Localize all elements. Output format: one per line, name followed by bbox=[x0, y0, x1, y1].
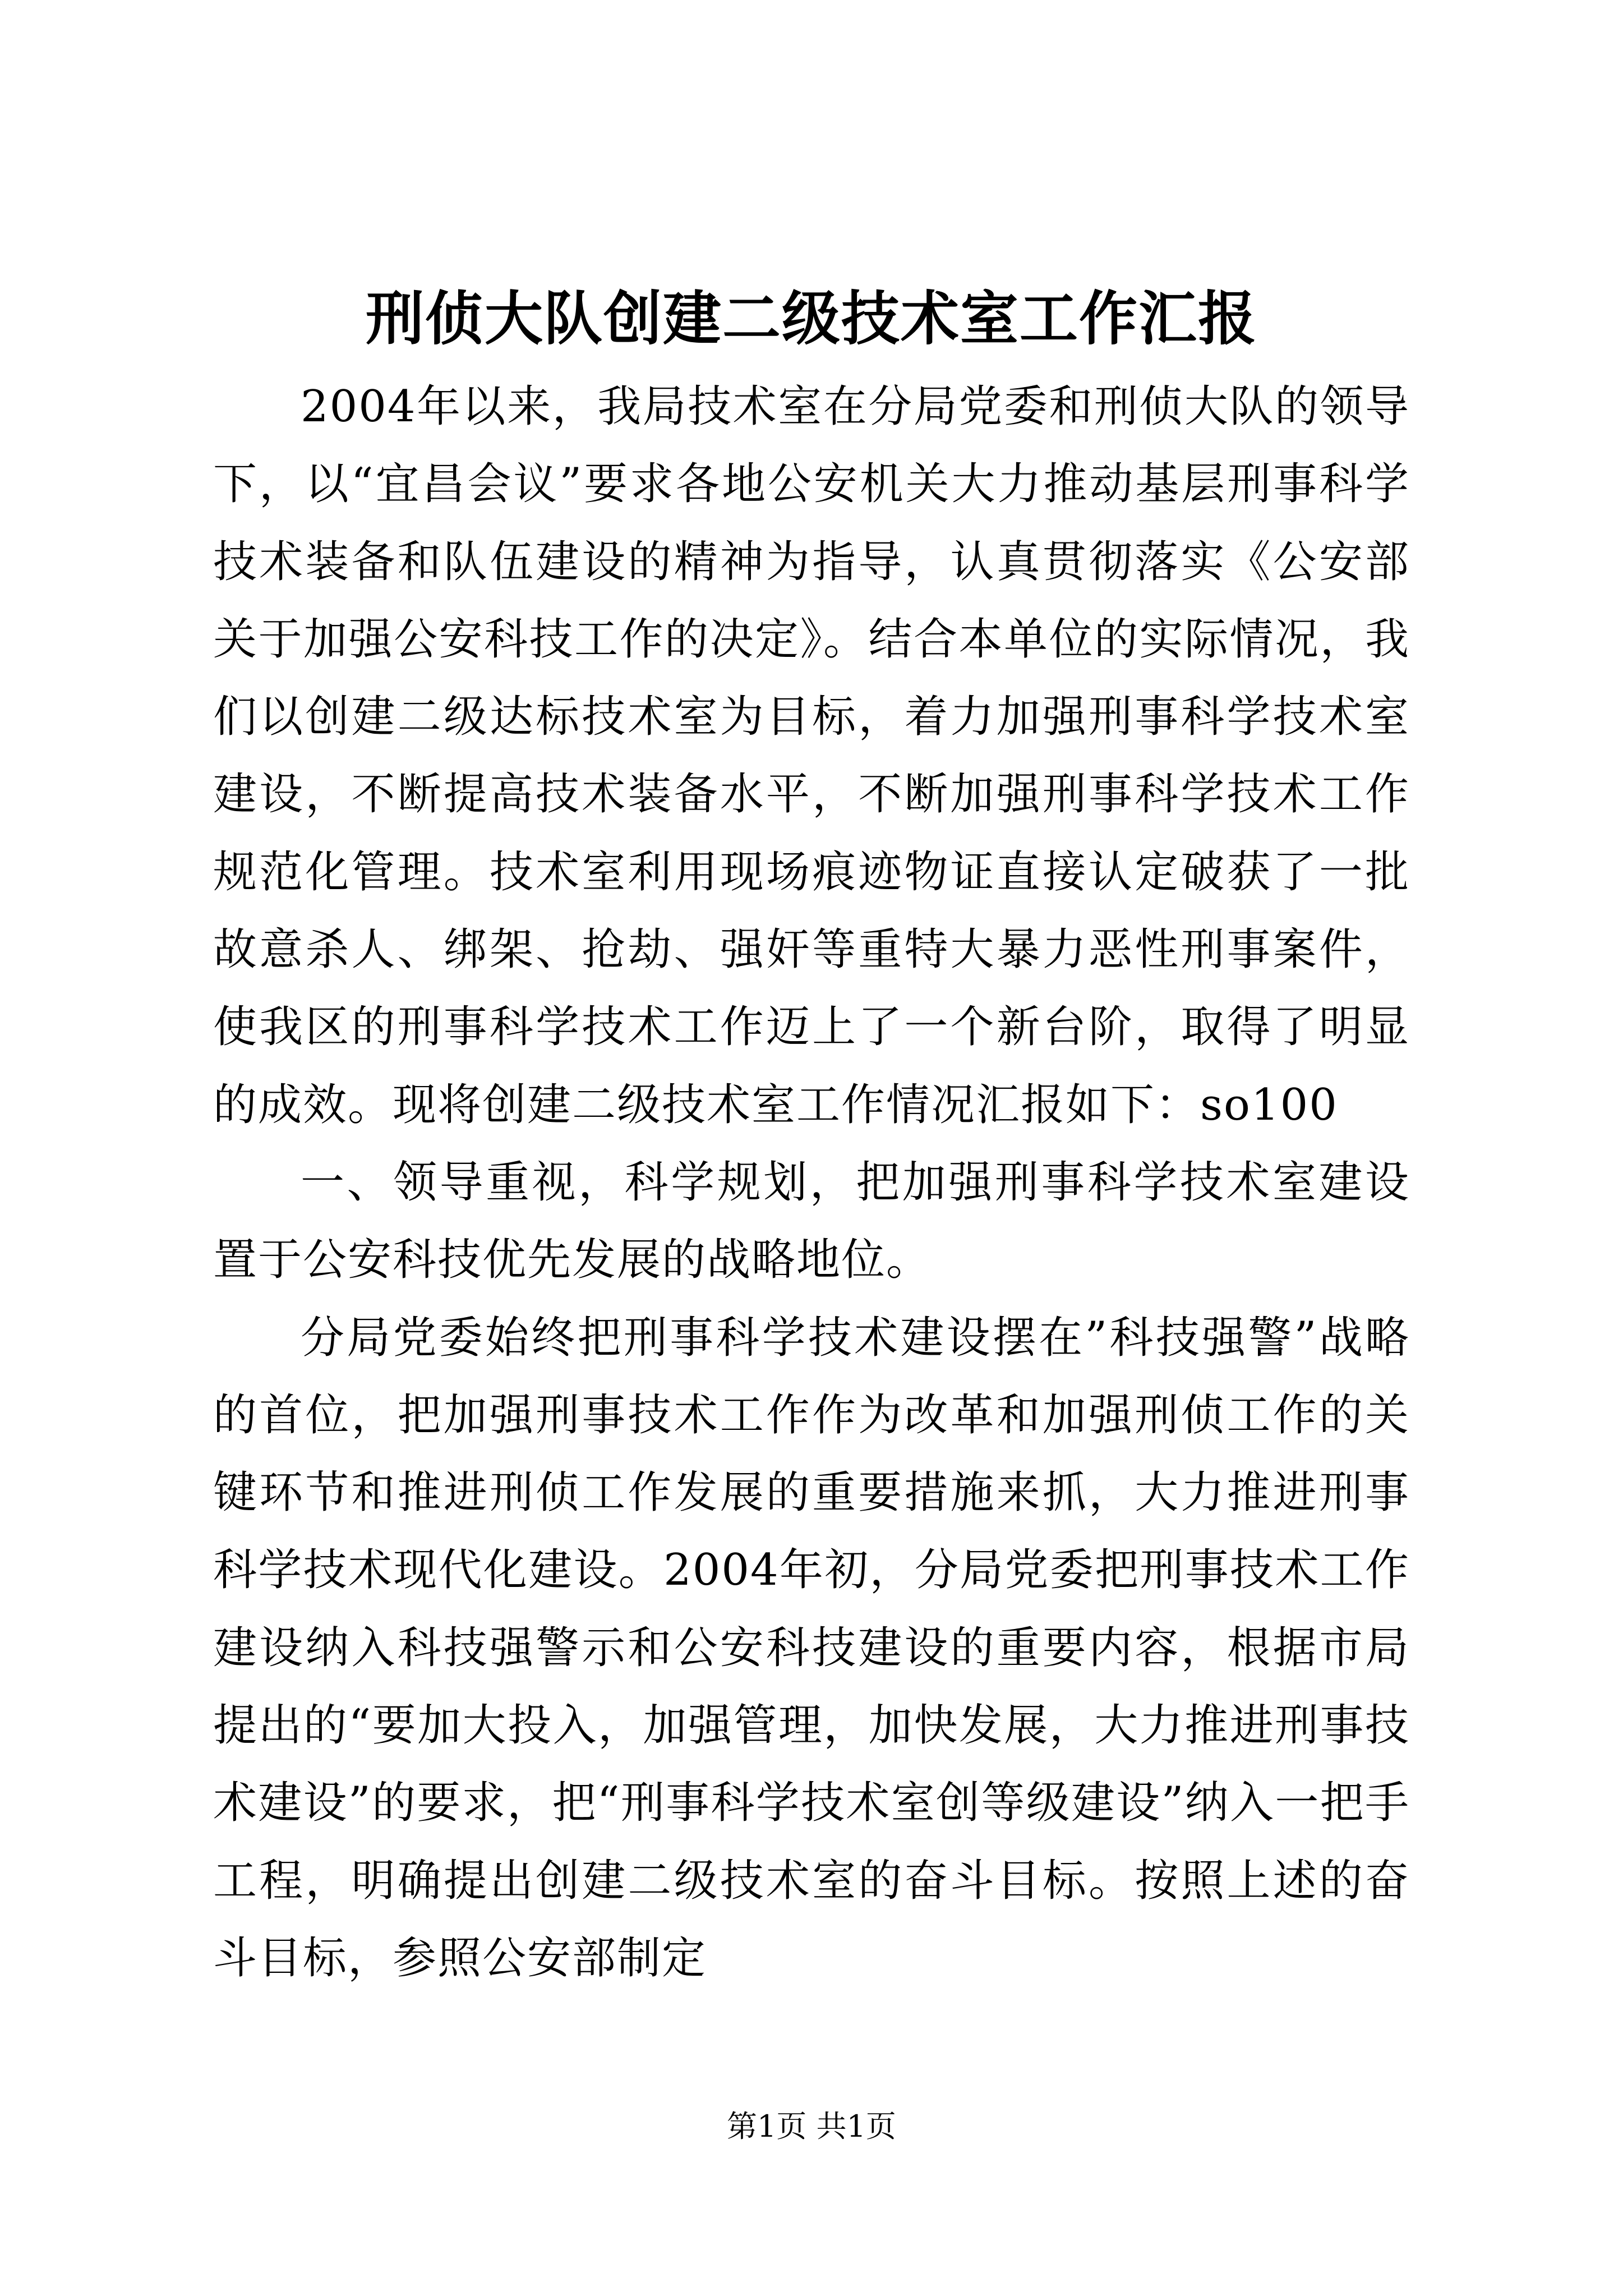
document-title: 刑侦大队创建二级技术室工作汇报 bbox=[365, 284, 1257, 353]
paragraph-section-body: 分局党委始终把刑事科学技术建设摆在”科技强警”战略的首位，把加强刑事技术工作作为改革和加强刑侦工作的关键环节和推进刑侦工作发展的重要措施来抓，大力推进刑事科学技术现代化建设。2004年初，分局党委把刑事技术工作建设纳入科技强警示和公安科技建设的重要内容，根据市局提出的“要加大投入，加强管理，加快发展，大力推进刑事技术建设”的要求，把“刑事科学技术室创等级建设”纳入一把手工程，明确提出创建二级技术室的奋斗目标。按照上述的奋斗目标，参照公安部制定 bbox=[213, 1312, 1410, 1984]
paragraph-intro: 2004年以来，我局技术室在分局党委和刑侦大队的领导下，以“宜昌会议”要求各地公安机关大力推动基层刑事科学技术装备和队伍建设的精神为指导，认真贯彻落实《公安部关于加强公安科技工作的决定》。结合本单位的实际情况，我们以创建二级达标技术室为目标，着力加强刑事科学技术室建设，不断提高技术装备水平，不断加强刑事科学技术工作规范化管理。技术室利用现场痕迹物证直接认定破获了一批故意杀人、绑架、抢劫、强奸等重特大暴力恶性刑事案件，使我区的刑事科学技术工作迈上了一个新台阶，取得了明显的成效。现将创建二级技术室工作情况汇报如下：so100 bbox=[213, 381, 1410, 1130]
paragraph-section-heading: 一、领导重视，科学规划，把加强刑事科学技术室建设置于公安科技优先发展的战略地位。 bbox=[213, 1157, 1410, 1286]
document-body bbox=[213, 368, 1410, 1997]
page-footer: 第1页 共1页 bbox=[727, 2109, 896, 2144]
